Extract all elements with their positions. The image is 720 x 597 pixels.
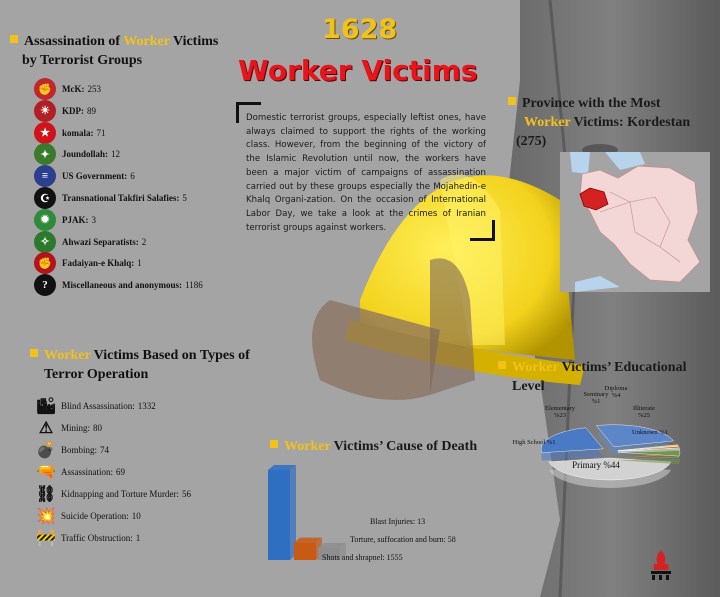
takfiri-flag: ☪ [34, 187, 56, 209]
group-row [34, 143, 120, 165]
pie-label: Elementary [545, 405, 575, 412]
operation-value: 74 [100, 445, 110, 455]
operation-value: 80 [93, 423, 103, 433]
operation-name: Mining: [61, 423, 91, 433]
komala-star: ★ [34, 122, 56, 144]
group-row [34, 78, 101, 100]
intro-text: Domestic terrorist groups, especially leftist ones, have always claimed to support the rights of the working class. However, from the beginning of the victory of the Islamic Revolution until now, the workers have been a major victim of campaigns of assassination carried out by these groups especially the Mojahedin-e Khalq Organi-zation. On the occasion of International Labor Day, we take a look at the crimes of Iranian terrorist groups against workers. [246, 113, 486, 233]
us-flag: ≡ [34, 165, 56, 187]
operation-value: 1332 [137, 401, 156, 411]
pjak-flag: ✹ [34, 209, 56, 231]
operation-row [34, 394, 156, 418]
mine-icon: ⚠ [38, 420, 54, 437]
group-row [34, 274, 203, 296]
province-title: Province with the Most Worker Victims: Kordestan (275) [508, 94, 718, 151]
operation-name: Blind Assassination: [61, 401, 135, 411]
group-name: Miscellaneous and anonymous: [62, 280, 183, 291]
pie-label: %25 [638, 412, 650, 419]
operation-value: 1 [135, 533, 141, 543]
bar [294, 538, 322, 560]
bullet-icon [498, 361, 506, 369]
group-value: 1 [137, 258, 142, 269]
publisher-logo [646, 548, 676, 582]
group-row [34, 252, 142, 274]
group-value: 12 [111, 149, 121, 160]
pie-label: %1 [591, 398, 601, 405]
bar-label: Shots and shrapnel: 1555 [322, 553, 403, 562]
group-row [34, 209, 96, 231]
group-name: US Government: [62, 171, 128, 182]
kdp-logo: ☀ [34, 100, 56, 122]
page-title: Worker Victims [238, 54, 478, 87]
pie-label: High School %1 [512, 439, 556, 446]
mek-logo: ✊ [34, 78, 56, 100]
bullet-icon [10, 35, 18, 43]
question-icon: ? [34, 274, 56, 296]
operation-value: 56 [181, 489, 191, 499]
suicide-vest-icon: 💥 [36, 508, 56, 525]
operation-row [34, 482, 191, 506]
group-row [34, 100, 96, 122]
building-explosion-icon: 🏙 [35, 398, 57, 415]
education-title: Worker Victims’ Educational Level [498, 358, 718, 396]
group-name: Transnational Takfiri Salafies: [62, 193, 180, 203]
operation-row [34, 526, 140, 550]
group-name: Ahwazi Separatists: [62, 236, 139, 247]
operation-row [34, 438, 109, 462]
operation-name: Kidnapping and Torture Murder: [61, 489, 179, 499]
ahwazi-logo: ✧ [34, 231, 56, 253]
group-value: 89 [87, 105, 96, 116]
group-value: 3 [91, 214, 96, 225]
pie-label: Diploma [604, 385, 628, 392]
operation-name: Traffic Obstruction: [61, 533, 133, 543]
kidnap-icon: ⛓ [35, 486, 57, 503]
group-row [34, 187, 187, 209]
bar [268, 465, 296, 560]
roadblock-icon: 🚧 [36, 530, 56, 547]
group-name: PJAK: [62, 214, 89, 225]
pie-label: Illiterate [632, 405, 656, 412]
victim-count: 1628 [322, 14, 398, 45]
group-name: KDP: [62, 105, 84, 116]
iran-map [560, 152, 710, 292]
pie-label: Primary %44 [572, 460, 620, 470]
pie-label: %23 [554, 412, 566, 419]
bracket-bottom-right [470, 220, 495, 241]
pie-label: Unknown %1 [632, 429, 668, 436]
bomb-icon: 💣 [36, 442, 56, 459]
bar-label: Torture, suffocation and burn: 58 [350, 535, 456, 544]
group-name: Fadaiyan-e Khalq: [62, 258, 135, 269]
group-row [34, 231, 146, 253]
operation-row [34, 504, 141, 528]
lake [570, 152, 590, 174]
operation-name: Assassination: [61, 467, 114, 477]
group-name: komala: [62, 127, 94, 138]
operation-name: Bombing: [61, 445, 98, 455]
cause-title: Worker Victims’ Cause of Death [270, 437, 510, 456]
operation-value: 10 [131, 511, 141, 521]
shooter-icon: 🔫 [36, 464, 56, 481]
bullet-icon [270, 440, 278, 448]
pie-label: Seminary [583, 391, 609, 398]
group-name: McK: [62, 84, 85, 94]
group-value: 253 [87, 84, 101, 94]
bullet-icon [508, 97, 516, 105]
operation-name: Suicide Operation: [61, 511, 129, 521]
group-row [34, 165, 135, 187]
operation-row [34, 416, 102, 440]
education-chart [510, 382, 710, 502]
ops-section-title: Worker Victims Based on Types of Terror Operation [30, 346, 270, 384]
group-value: 1186 [185, 280, 203, 291]
fadaiyan-logo: ✊ [34, 252, 56, 274]
cause-of-death-chart [262, 460, 512, 570]
bullet-icon [30, 349, 38, 357]
operation-value: 69 [116, 467, 126, 477]
group-value: 71 [96, 127, 106, 138]
bar-label: Blast Injuries: 13 [370, 517, 426, 526]
group-name: Joundollah: [62, 149, 109, 160]
groups-section-title: Assassination of Worker Victims by Terrorist Groups [10, 32, 240, 70]
group-value: 5 [182, 193, 187, 203]
pie-label: %4 [611, 392, 621, 399]
joundollah-logo: ✦ [34, 143, 56, 165]
group-value: 2 [141, 236, 147, 247]
group-row [34, 122, 106, 144]
group-value: 6 [130, 171, 135, 182]
operation-row [34, 460, 125, 484]
